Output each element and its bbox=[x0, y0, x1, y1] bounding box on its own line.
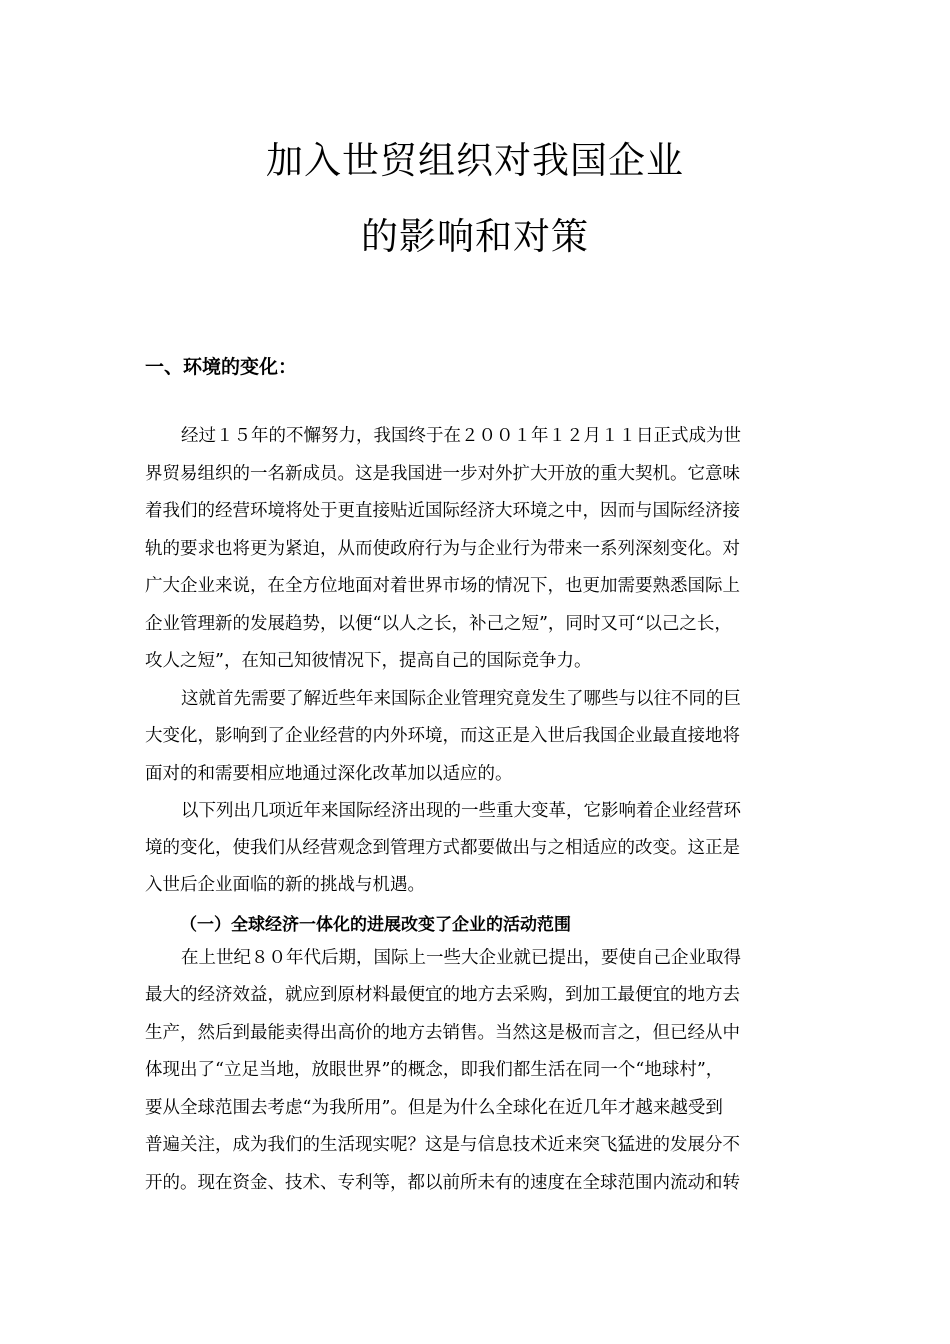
paragraph-line: 生产，然后到最能卖得出高价的地方去销售。当然这是极而言之，但已经从中 bbox=[145, 1023, 740, 1043]
paragraph-line: 面对的和需要相应地通过深化改革加以适应的。 bbox=[145, 764, 513, 784]
paragraph-line: 着我们的经营环境将处于更直接贴近国际经济大环境之中，因而与国际经济接 bbox=[145, 501, 740, 521]
paragraph-line: 广大企业来说，在全方位地面对着世界市场的情况下，也更加需要熟悉国际上 bbox=[145, 576, 740, 596]
paragraph-line: 普遍关注，成为我们的生活现实呢？这是与信息技术近来突飞猛进的发展分不 bbox=[145, 1135, 740, 1155]
section-heading: 一、环境的变化： bbox=[145, 356, 298, 378]
paragraph-line: 经过１５年的不懈努力，我国终于在２００１年１２月１１日正式成为世 bbox=[181, 426, 741, 446]
document-title-line-1: 加入世贸组织对我国企业 bbox=[266, 139, 684, 182]
paragraph-line: 体现出了“立足当地，放眼世界”的概念，即我们都生活在同一个“地球村”， bbox=[145, 1060, 724, 1080]
paragraph-line: 开的。现在资金、技术、专利等，都以前所未有的速度在全球范围内流动和转 bbox=[145, 1173, 740, 1193]
paragraph-line: 要从全球范围去考虑“为我所用”。但是为什么全球化在近几年才越来越受到 bbox=[145, 1098, 723, 1118]
subsection-heading: （一）全球经济一体化的进展改变了企业的活动范围 bbox=[180, 915, 571, 935]
paragraph-line: 以下列出几项近年来国际经济出现的一些重大变革，它影响着企业经营环 bbox=[181, 801, 741, 821]
paragraph-line: 轨的要求也将更为紧迫，从而使政府行为与企业行为带来一系列深刻变化。对 bbox=[145, 539, 740, 559]
paragraph-line: 最大的经济效益，就应到原材料最便宜的地方去采购，到加工最便宜的地方去 bbox=[145, 985, 740, 1005]
paragraph-line: 境的变化，使我们从经营观念到管理方式都要做出与之相适应的改变。这正是 bbox=[145, 838, 740, 858]
paragraph-line: 在上世纪８０年代后期，国际上一些大企业就已提出，要使自己企业取得 bbox=[181, 948, 741, 968]
document-title-line-2: 的影响和对策 bbox=[361, 215, 589, 258]
paragraph-line: 攻人之短”，在知己知彼情况下，提高自己的国际竞争力。 bbox=[145, 651, 592, 671]
paragraph-line: 这就首先需要了解近些年来国际企业管理究竟发生了哪些与以往不同的巨 bbox=[181, 689, 741, 709]
paragraph-line: 界贸易组织的一名新成员。这是我国进一步对外扩大开放的重大契机。它意味 bbox=[145, 464, 740, 484]
paragraph-line: 大变化，影响到了企业经营的内外环境，而这正是入世后我国企业最直接地将 bbox=[145, 726, 740, 746]
paragraph-line: 企业管理新的发展趋势，以便“以人之长，补己之短”，同时又可“以己之长， bbox=[145, 614, 732, 634]
paragraph-line: 入世后企业面临的新的挑战与机遇。 bbox=[145, 875, 425, 895]
